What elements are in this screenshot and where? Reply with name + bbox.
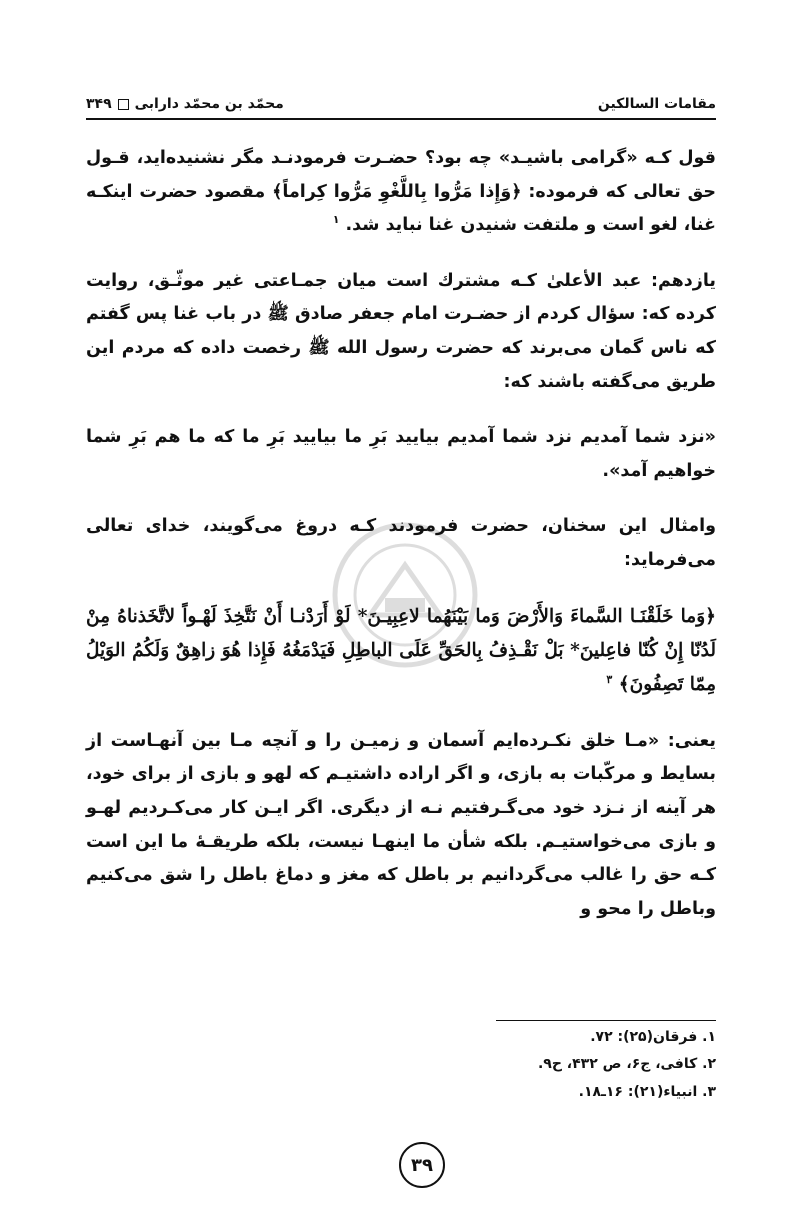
- paragraph-1-text: قول کـه «گرامی باشیـد» چه بود؟ حضـرت فرمودنـد مگر نشنیده‌اید، قـول حق تعالی که فرموده: ﴿وَإِذا مَرُّوا بِاللَّغْوِ مَرُّوا كِراماً﴾ مقصود حضرت اینکـه غنا، لغو است و ملتفت شنیدن غنا نباید شد.: [86, 148, 716, 236]
- paragraph-3-text: «نزد شما آمدیم نزد شما آمدیم بیایید بَرِ ما بیایید بَرِ ما که ما هم بَرِ شما خواهیم آمد».: [86, 427, 716, 481]
- footnote-marker-1: ۱: [332, 213, 340, 227]
- quran-verse: [86, 600, 716, 703]
- footnotes: [330, 1024, 716, 1106]
- paragraph-6-text: یعنی: «مـا خلق نکـرده‌ایم آسمان و زمیـن را و آنچه مـا بین آنهـاست از بسایط و مرکّبات به بازی، و اگر اراده داشتیـم که لهو و بازی از برای خود، هر آینه از نـزد خود می‌گـرفتیم نـه از دیگری. اگر ایـن کار می‌کـردیم لهـو و بازی می‌خواستیـم. بلکه شأن ما اینهـا نیست، بلکه طریقـهٔ ما این است کـه حق را غالب می‌گردانیم بر باطل که مغز و دماغ باطل را شق می‌کنیم وباطل را محو و: [86, 730, 716, 919]
- page-number: ۳۹: [399, 1142, 445, 1188]
- paragraph-4: [86, 510, 716, 577]
- paragraph-2-text: یازدهم: عبد الأعلیٰ کـه مشترك است میان جمـاعتی غیر موثّـق، روایت کرده که: سؤال کردم از حضـرت امام جعفر صادق ﷺ در باب غنا پس گفتم که ناس گمان می‌برند که حضرت رسول الله ﷺ رخصت داده که مردم این طریق می‌گفته باشند که:: [86, 270, 716, 392]
- running-title: محمّد بن محمّد دارابی: [134, 96, 284, 112]
- paragraph-1: [86, 142, 716, 243]
- quran-verse-text: ﴿وَما خَلَقْنَـا السَّماءَ وَالأَرْضَ وَما بَيْنَهُما لاعِبِيـنَ* لَوْ أَرَدْنـا أَنْ نَتَّخِذَ لَهْـواً لاتَّخَذناهُ مِنْ لَدُنّا إِنْ كُنّا فاعِلينَ* بَلْ نَقْـذِفُ بِالحَقِّ عَلَى الباطِلِ فَيَدْمَغُهُ فَإِذا هُوَ زاهِقٌ وَلَكُمُ الوَيْلُ مِمّا تَصِفُونَ﴾: [86, 605, 716, 696]
- square-separator-icon: [118, 99, 129, 110]
- paragraph-2: [86, 265, 716, 399]
- book-title: مقامات السالکین: [597, 96, 716, 112]
- running-header: [86, 88, 716, 120]
- footnote-divider: [496, 1020, 716, 1021]
- footnote-marker-3: ۳: [606, 673, 613, 687]
- footnote-1: ۱. فرقان(۲۵): ۷۲.: [590, 1029, 716, 1045]
- page-reference: ۳۴۹: [86, 96, 112, 112]
- paragraph-4-text: وامثال این سخنان، حضرت فرمودند کـه دروغ می‌گویند، خدای تعالی می‌فرماید:: [86, 516, 716, 570]
- page-body: [86, 142, 716, 948]
- footnote-2: ۲. کافی، ج۶، ص ۴۳۲، ح۹.: [537, 1056, 716, 1073]
- paragraph-3: [86, 421, 716, 488]
- paragraph-6: [86, 725, 716, 927]
- footnote-3: ۳. انبیاء(۲۱): ۱۶ـ۱۸.: [578, 1083, 716, 1100]
- running-title-group: [86, 96, 284, 112]
